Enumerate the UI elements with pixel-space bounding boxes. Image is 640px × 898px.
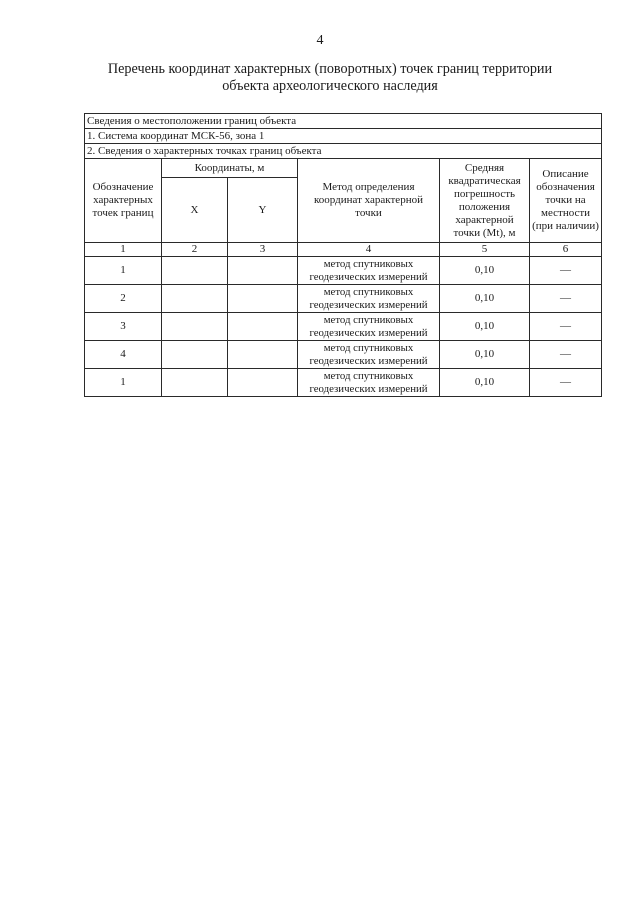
section-points: 2. Сведения о характерных точках границ объекта — [85, 144, 602, 159]
point-id: 1 — [85, 257, 162, 285]
point-id: 2 — [85, 285, 162, 313]
column-number: 3 — [228, 243, 298, 257]
description-value: — — [530, 313, 602, 341]
method-line-2: геодезических измерений — [309, 382, 428, 395]
description-value: — — [530, 369, 602, 397]
section-location: Сведения о местоположении границ объекта — [85, 114, 602, 129]
method-line-1: метод спутниковых — [323, 258, 414, 270]
coord-y — [228, 285, 298, 313]
error-value: 0,10 — [440, 341, 530, 369]
coord-x — [162, 313, 228, 341]
page-title — [60, 61, 600, 95]
coord-y — [228, 257, 298, 285]
column-number: 1 — [85, 243, 162, 257]
method-line-2: геодезических измерений — [309, 298, 428, 311]
method-line-2: геодезических измерений — [309, 326, 428, 339]
table-row — [85, 285, 602, 313]
point-id: 4 — [85, 341, 162, 369]
header-coordinates: Координаты, м — [162, 159, 298, 178]
table-row — [85, 341, 602, 369]
column-number: 6 — [530, 243, 602, 257]
header-y: Y — [228, 178, 298, 243]
column-number: 5 — [440, 243, 530, 257]
error-value: 0,10 — [440, 313, 530, 341]
section-coordinate-system: 1. Система координат МСК-56, зона 1 — [85, 129, 602, 144]
method-cell — [298, 313, 440, 341]
method-line-1: метод спутниковых — [323, 370, 414, 382]
method-cell — [298, 341, 440, 369]
coord-x — [162, 341, 228, 369]
coordinates-table — [84, 113, 602, 397]
column-number: 2 — [162, 243, 228, 257]
header-x: X — [162, 178, 228, 243]
coord-x — [162, 285, 228, 313]
table-row — [85, 369, 602, 397]
table-row — [85, 257, 602, 285]
method-line-1: метод спутниковых — [323, 286, 414, 298]
error-value: 0,10 — [440, 257, 530, 285]
page-number: 4 — [316, 33, 324, 48]
method-line-2: геодезических измерений — [309, 270, 428, 283]
description-value: — — [530, 285, 602, 313]
column-number: 4 — [298, 243, 440, 257]
header-designation: Обозначение характерных точек границ — [85, 159, 162, 243]
method-cell — [298, 257, 440, 285]
coord-x — [162, 257, 228, 285]
title-line-2: объекта археологического наследия — [222, 78, 438, 94]
title-line-1: Перечень координат характерных (поворотных) точек границ территории — [107, 61, 553, 77]
point-id: 3 — [85, 313, 162, 341]
table-row — [85, 313, 602, 341]
method-line-1: метод спутниковых — [323, 314, 414, 326]
coord-y — [228, 341, 298, 369]
coord-y — [228, 369, 298, 397]
method-line-2: геодезических измерений — [309, 354, 428, 367]
method-line-1: метод спутниковых — [323, 342, 414, 354]
error-value: 0,10 — [440, 285, 530, 313]
coord-y — [228, 313, 298, 341]
error-value: 0,10 — [440, 369, 530, 397]
description-value: — — [530, 341, 602, 369]
header-method: Метод определения координат характерной точки — [298, 159, 440, 243]
header-error: Средняя квадратическая погрешность положения характерной точки (Mt), м — [440, 159, 530, 243]
coord-x — [162, 369, 228, 397]
point-id: 1 — [85, 369, 162, 397]
description-value: — — [530, 257, 602, 285]
method-cell — [298, 285, 440, 313]
method-cell — [298, 369, 440, 397]
header-description: Описание обозначения точки на местности (при наличии) — [530, 159, 602, 243]
